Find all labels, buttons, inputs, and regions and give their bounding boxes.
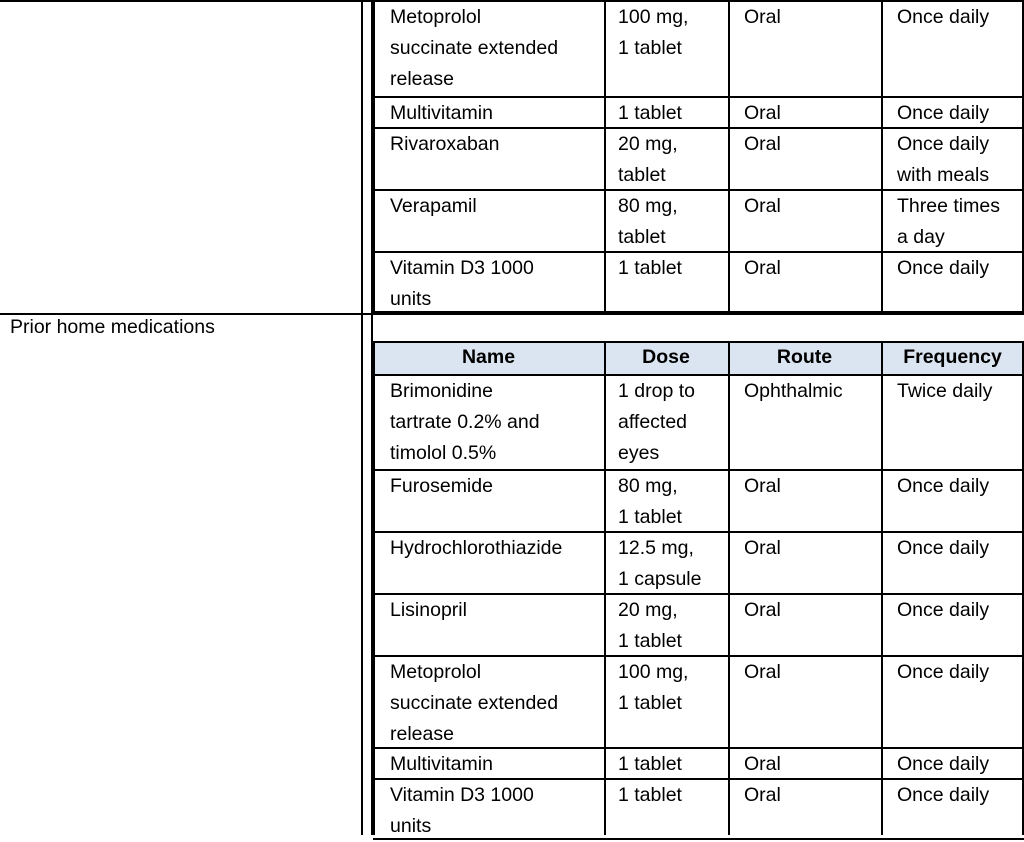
cell-dose: 1 capsule xyxy=(618,568,702,590)
cell-dose: 20 mg, xyxy=(618,133,678,155)
cell-route: Oral xyxy=(744,475,781,497)
cell-name: Metoprolol xyxy=(390,6,482,28)
cell-dose: 1 tablet xyxy=(618,753,682,775)
cell-name: Hydrochlorothiazide xyxy=(390,537,563,559)
cell-dose: 100 mg, xyxy=(618,6,689,28)
cell-frequency: Once daily xyxy=(897,475,990,497)
cell-dose: tablet xyxy=(618,164,666,186)
cell-name: Furosemide xyxy=(390,475,493,497)
cell-dose: 1 tablet xyxy=(618,257,682,279)
cell-dose: 1 tablet xyxy=(618,692,682,714)
cell-dose: 12.5 mg, xyxy=(618,537,694,559)
cell-frequency: Once daily xyxy=(897,102,990,124)
column-header-dose: Dose xyxy=(642,346,690,368)
cell-dose: 80 mg, xyxy=(618,475,678,497)
table-row-divider xyxy=(373,838,1024,840)
cell-name: succinate extended xyxy=(390,37,559,59)
cell-name: Multivitamin xyxy=(390,753,493,775)
cell-frequency: Three times xyxy=(897,195,1000,217)
cell-name: tartrate 0.2% and xyxy=(390,411,540,433)
cell-route: Oral xyxy=(744,257,781,279)
cell-name: release xyxy=(390,723,454,745)
cell-dose: 1 tablet xyxy=(618,630,682,652)
cell-name: succinate extended xyxy=(390,692,559,714)
cell-frequency: Once daily xyxy=(897,599,990,621)
cell-route: Oral xyxy=(744,537,781,559)
cell-name: release xyxy=(390,68,454,90)
cell-name: Vitamin D3 1000 xyxy=(390,257,534,279)
cell-name: timolol 0.5% xyxy=(390,442,497,464)
cell-route: Ophthalmic xyxy=(744,380,843,402)
cell-name: Multivitamin xyxy=(390,102,493,124)
cell-name: Rivaroxaban xyxy=(390,133,500,155)
cell-frequency: Once daily xyxy=(897,133,990,155)
cell-route: Oral xyxy=(744,195,781,217)
cell-name: units xyxy=(390,815,432,837)
cell-dose: 80 mg, xyxy=(618,195,678,217)
cell-frequency: Once daily xyxy=(897,6,990,28)
cell-frequency: with meals xyxy=(897,164,990,186)
cell-route: Oral xyxy=(744,6,781,28)
cell-frequency: Once daily xyxy=(897,257,990,279)
cell-frequency: a day xyxy=(897,226,945,248)
cell-route: Oral xyxy=(744,661,781,683)
cell-dose: 20 mg, xyxy=(618,599,678,621)
cell-frequency: Once daily xyxy=(897,753,990,775)
cell-name: units xyxy=(390,288,432,310)
cell-dose: 1 tablet xyxy=(618,784,682,806)
cell-dose: 1 tablet xyxy=(618,506,682,528)
cell-frequency: Twice daily xyxy=(897,380,993,402)
cell-frequency: Once daily xyxy=(897,537,990,559)
cell-name: Lisinopril xyxy=(390,599,467,621)
cell-name: Verapamil xyxy=(390,195,477,217)
cell-dose: tablet xyxy=(618,226,666,248)
column-header-name: Name xyxy=(461,346,516,368)
cell-name: Vitamin D3 1000 xyxy=(390,784,534,806)
cell-dose: 1 tablet xyxy=(618,37,682,59)
cell-route: Oral xyxy=(744,599,781,621)
column-header-frequency: Frequency xyxy=(903,346,1002,368)
cell-dose: 100 mg, xyxy=(618,661,689,683)
cell-dose: affected xyxy=(618,411,688,433)
cell-route: Oral xyxy=(744,133,781,155)
cell-route: Oral xyxy=(744,753,781,775)
cell-frequency: Once daily xyxy=(897,661,990,683)
cell-dose: 1 drop to xyxy=(618,380,695,402)
cell-dose: eyes xyxy=(618,442,660,464)
section-label-prior-home-medications: Prior home medications xyxy=(10,316,215,338)
cell-frequency: Once daily xyxy=(897,784,990,806)
cell-dose: 1 tablet xyxy=(618,102,682,124)
cell-route: Oral xyxy=(744,784,781,806)
column-header-route: Route xyxy=(776,346,833,368)
cell-route: Oral xyxy=(744,102,781,124)
cell-name: Brimonidine xyxy=(390,380,493,402)
cell-name: Metoprolol xyxy=(390,661,482,683)
